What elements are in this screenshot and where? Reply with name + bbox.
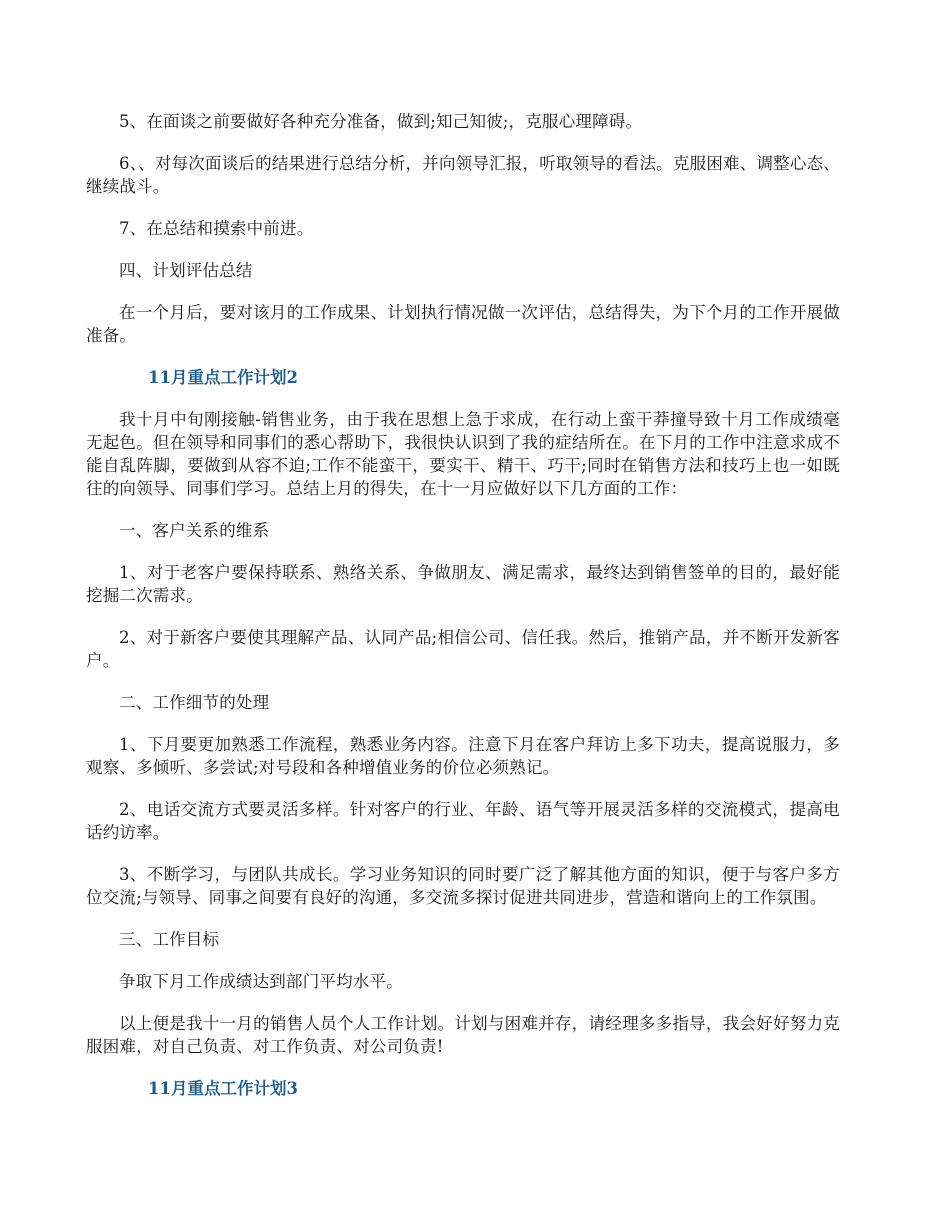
- paragraph-customer-2: 2、对于新客户要使其理解产品、认同产品;相信公司、信任我。然后，推销产品，并不断开发新客户。: [86, 628, 840, 670]
- paragraph-item-5: 5、在面谈之前要做好各种充分准备，做到;知己知彼;，克服心理障碍。: [119, 112, 643, 131]
- paragraph-item-6: 6、、对每次面谈后的结果进行总结分析，并向领导汇报，听取领导的看法。克服困难、调整心态、继续战斗。: [86, 154, 840, 196]
- paragraph-goal: 争取下月工作成绩达到部门平均水平。: [119, 972, 403, 991]
- paragraph-details-1: 1、下月要更加熟悉工作流程，熟悉业务内容。注意下月在客户拜访上多下功夫，提高说服力，多观察、多倾听、多尝试;对号段和各种增值业务的价位必须熟记。: [86, 735, 840, 777]
- paragraph-evaluation: 在一个月后，要对该月的工作成果、计划执行情况做一次评估，总结得失，为下个月的工作开展做准备。: [86, 303, 840, 345]
- paragraph-details-3: 3、不断学习，与团队共成长。学习业务知识的同时要广泛了解其他方面的知识，便于与客户多方位交流;与领导、同事之间要有良好的沟通，多交流多探讨促进共同进步，营造和谐向上的工作氛围。: [86, 865, 840, 907]
- paragraph-item-7: 7、在总结和摸索中前进。: [119, 219, 314, 238]
- document-body: [86, 110, 840, 1119]
- heading-plan-2: 11月重点工作计划2: [148, 368, 298, 387]
- paragraph-closing: 以上便是我十一月的销售人员个人工作计划。计划与困难并存，请经理多多指导，我会好好努力克服困难，对自己负责、对工作负责、对公司负责!: [86, 1014, 840, 1056]
- heading-plan-3: 11月重点工作计划3: [148, 1079, 298, 1098]
- section-heading-customer: 一、客户关系的维系: [119, 521, 270, 540]
- paragraph-customer-1: 1、对于老客户要保持联系、熟络关系、争做朋友、满足需求，最终达到销售签单的目的，最好能挖掘二次需求。: [86, 563, 840, 605]
- section-heading-evaluation: 四、计划评估总结: [119, 261, 253, 280]
- paragraph-details-2: 2、电话交流方式要灵活多样。针对客户的行业、年龄、语气等开展灵活多样的交流模式，提高电话约访率。: [86, 800, 840, 842]
- paragraph-intro: 我十月中旬刚接触-销售业务，由于我在思想上急于求成，在行动上蛮干莽撞导致十月工作成绩毫无起色。但在领导和同事们的悉心帮助下，我很快认识到了我的症结所在。在下月的工作中注意求成不能自乱阵脚，要做到从容不迫;工作不能蛮干，要实干、精干、巧干;同时在销售方法和技巧上也一如既往的向领导、同事们学习。总结上月的得失，在十一月应做好以下几方面的工作：: [86, 410, 840, 498]
- section-heading-goal: 三、工作目标: [119, 930, 220, 949]
- section-heading-details: 二、工作细节的处理: [119, 693, 270, 712]
